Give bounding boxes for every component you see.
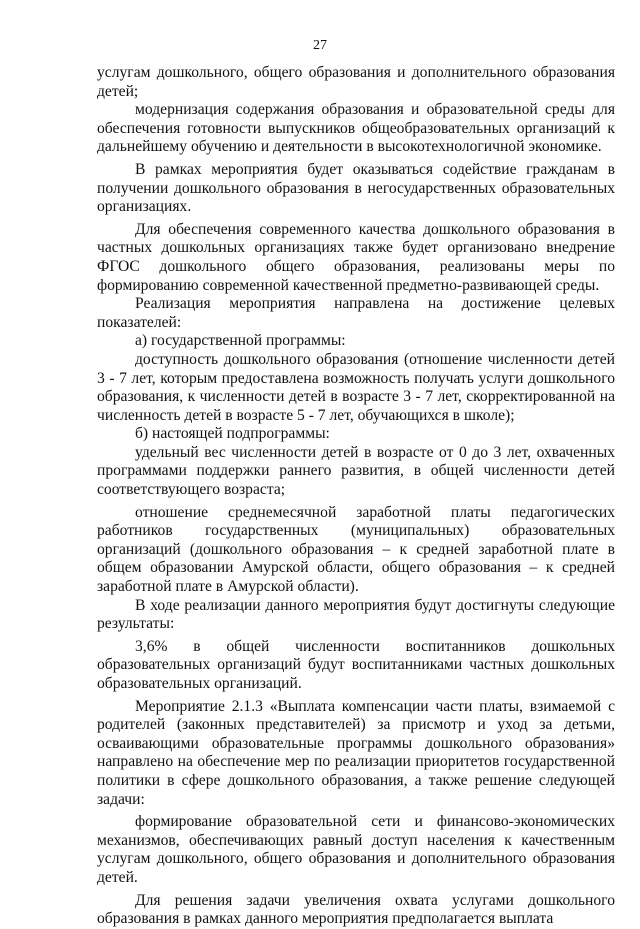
paragraph: Для обеспечения современного качества дошкольного образования в частных дошкольных организациях также будет организовано внедрение ФГОС дошкольного общего образования, реализованы меры по формированию современной качественной предметно-развивающей среды.	[97, 220, 615, 294]
paragraph: а) государственной программы:	[135, 332, 346, 350]
paragraph: доступность дошкольного образования (отношение численности детей 3 - 7 лет, которым предоставлена возможность получать услуги дошкольного образования, к численности детей в возрасте 3 - 7 лет, скорректированной на численность детей в возрасте 5 - 7 лет, обучающихся в школе);	[97, 350, 615, 424]
paragraph: 3,6% в общей численности воспитанников дошкольных образовательных организаций будут воспитанниками частных дошкольных образовательных организаций.	[97, 637, 615, 692]
page-number: 27	[313, 38, 327, 53]
paragraph: б) настоящей подпрограммы:	[135, 425, 330, 443]
paragraph: Реализация мероприятия направлена на достижение целевых показателей:	[97, 295, 615, 331]
paragraph: отношение среднемесячной заработной платы педагогических работников государственных (муниципальных) образовательных организаций (дошкольного образования – к средней заработной плате в общем образовании Амурской области, общего образования – к средней заработной плате в Амурской области).	[97, 503, 615, 596]
paragraph: удельный вес численности детей в возрасте от 0 до 3 лет, охваченных программами поддержки раннего развития, в общей численности детей соответствующего возраста;	[97, 443, 615, 499]
paragraph: В ходе реализации данного мероприятия будут достигнуты следующие результаты:	[97, 596, 615, 633]
paragraph: модернизация содержания образования и образовательной среды для обеспечения готовности выпускников общеобразовательных организаций к дальнейшему обучению и деятельности в высокотехнологичной экономике.	[97, 101, 615, 156]
page-body	[97, 64, 615, 929]
paragraph: В рамках мероприятия будет оказываться содействие гражданам в получении дошкольного образования в негосударственных образовательных организациях.	[97, 160, 615, 216]
paragraph: Мероприятие 2.1.3 «Выплата компенсации части платы, взимаемой с родителей (законных представителей) за присмотр и уход за детьми, осваивающими образовательные программы дошкольного образования» направлено на обеспечение мер по реализации приоритетов государственной политики в сфере дошкольного образования, а также решение следующей задачи:	[97, 697, 615, 808]
paragraph: Для решения задачи увеличения охвата услугами дошкольного образования в рамках данного мероприятия предполагается выплата	[97, 891, 615, 928]
paragraph: услугам дошкольного, общего образования и дополнительного образования детей;	[97, 64, 615, 100]
paragraph: формирование образовательной сети и финансово-экономических механизмов, обеспечивающих равный доступ населения к качественным услугам дошкольного, общего образования и дополнительного образования детей.	[97, 813, 615, 886]
